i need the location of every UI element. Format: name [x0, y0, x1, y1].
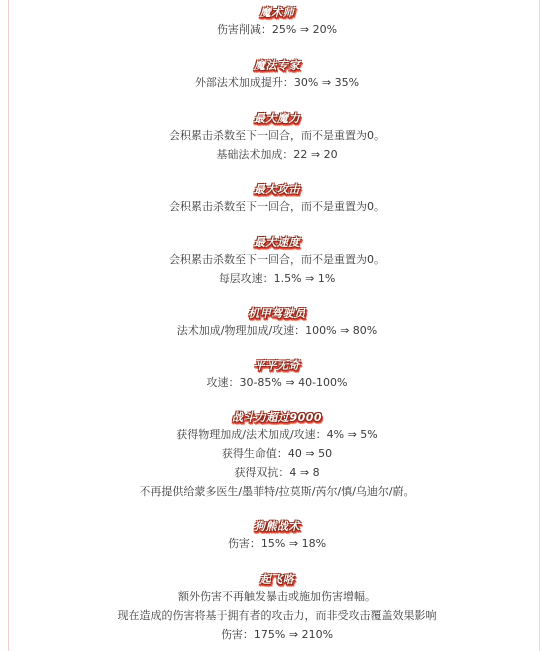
change-line: 获得生命值：40 ⇒ 50 [221, 447, 333, 460]
change-line: 现在造成的伤害将基于拥有者的攻击力，而非受攻击覆盖效果影响 [117, 609, 437, 622]
section-title: 最大速度 [254, 236, 300, 249]
section-max-speed [0, 231, 554, 288]
change-line: 法术加成/物理加成/攻速：100% ⇒ 80% [176, 324, 378, 337]
section-magic-expert [0, 54, 554, 92]
section-magician [0, 1, 554, 39]
change-line: 不再提供给蒙多医生/墨菲特/拉莫斯/芮尔/慎/乌迪尔/蔚。 [139, 485, 415, 498]
change-line: 伤害削减：25% ⇒ 20% [216, 23, 338, 36]
section-title: 平平无奇 [254, 359, 300, 372]
section-title: 最大攻击 [254, 183, 300, 196]
change-line: 获得双抗：4 ⇒ 8 [234, 466, 320, 479]
change-line: 伤害：15% ⇒ 18% [227, 537, 327, 550]
section-title: 机甲驾驶员 [248, 307, 306, 320]
section-bear-tactics [0, 515, 554, 553]
section-title: 魔术师 [259, 6, 295, 19]
change-line: 外部法术加成提升：30% ⇒ 35% [194, 76, 360, 89]
section-title: 魔法专家 [254, 59, 300, 72]
section-title: 狗熊战术 [254, 520, 300, 533]
section-title: 战斗力超过9000 [231, 411, 323, 424]
section-ordinary [0, 354, 554, 392]
change-line: 攻速：30-85% ⇒ 40-100% [206, 376, 348, 389]
section-title: 起飞咯 [259, 573, 295, 586]
section-max-attack [0, 178, 554, 216]
change-line: 会积累击杀数至下一回合，而不是重置为0。 [169, 129, 385, 142]
change-line: 获得物理加成/法术加成/攻速：4% ⇒ 5% [176, 428, 378, 441]
change-line: 每层攻速：1.5% ⇒ 1% [218, 272, 336, 285]
change-line: 会积累击杀数至下一回合，而不是重置为0。 [169, 253, 385, 266]
section-over-9000 [0, 406, 554, 501]
section-mech-pilot [0, 302, 554, 340]
change-line: 伤害：175% ⇒ 210% [220, 628, 334, 641]
change-line: 额外伤害不再触发暴击或施加伤害增幅。 [178, 590, 376, 603]
change-line: 会积累击杀数至下一回合，而不是重置为0。 [169, 200, 385, 213]
section-takeoff [0, 568, 554, 644]
change-line: 基础法术加成：22 ⇒ 20 [216, 148, 338, 161]
section-title: 最大魔力 [254, 112, 300, 125]
section-max-ap [0, 107, 554, 164]
